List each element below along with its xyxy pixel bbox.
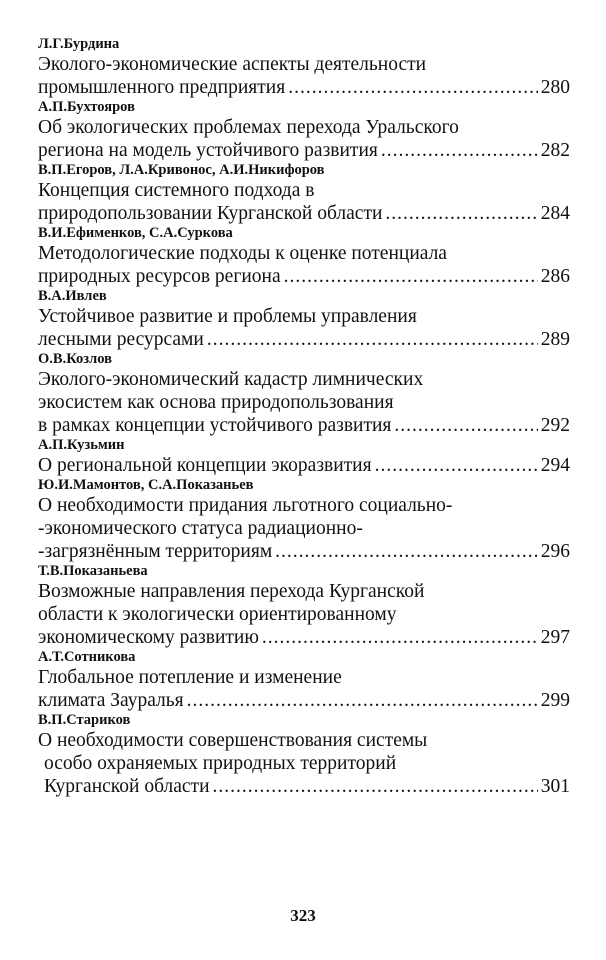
toc-entry	[38, 712, 570, 798]
entry-title-last-line	[38, 689, 570, 712]
toc-entry	[38, 563, 570, 649]
dot-leader	[207, 328, 538, 351]
entry-title-text: промышленного предприятия	[38, 77, 286, 98]
dot-leader	[275, 540, 538, 563]
entry-title-line: Возможные направления перехода Курганской	[38, 581, 425, 602]
toc-entry	[38, 36, 570, 99]
entry-title-text: Курганской области	[44, 776, 210, 797]
dot-leader	[394, 414, 537, 437]
entry-author: В.П.Стариков	[38, 712, 131, 728]
dot-leader	[213, 775, 538, 798]
entry-page-number: 292	[540, 415, 570, 436]
entry-author: В.А.Ивлев	[38, 288, 107, 304]
dot-leader	[284, 265, 538, 288]
entry-page-number: 294	[540, 455, 570, 476]
entry-title-last-line	[38, 76, 570, 99]
toc-entry	[38, 162, 570, 225]
dot-leader	[288, 76, 538, 99]
entry-title-text: экономическому развитию	[38, 627, 259, 648]
entry-author: Т.В.Показаньева	[38, 563, 148, 579]
table-of-contents	[38, 36, 570, 798]
entry-page-number: 297	[540, 627, 570, 648]
entry-title-line: Об экологических проблемах перехода Уральского	[38, 117, 459, 138]
entry-title-text: лесными ресурсами	[38, 329, 204, 350]
entry-title-line: Концепция системного подхода в	[38, 180, 315, 201]
entry-author: В.П.Егоров, Л.А.Кривонос, А.И.Никифоров	[38, 162, 325, 178]
entry-page-number: 286	[540, 266, 570, 287]
toc-entry	[38, 351, 570, 437]
entry-title-line: Устойчивое развитие и проблемы управления	[38, 306, 417, 327]
entry-title-text: в рамках концепции устойчивого развития	[38, 415, 392, 436]
page-number: 323	[290, 906, 316, 925]
dot-leader	[381, 139, 538, 162]
toc-entry	[38, 477, 570, 563]
entry-page-number: 289	[540, 329, 570, 350]
toc-entry	[38, 288, 570, 351]
entry-title-last-line	[38, 775, 570, 798]
entry-author: А.П.Бухтояров	[38, 99, 135, 115]
toc-entry	[38, 649, 570, 712]
dot-leader	[262, 626, 538, 649]
entry-author: Л.Г.Бурдина	[38, 36, 120, 52]
entry-title-line: экосистем как основа природопользования	[38, 392, 394, 413]
entry-page-number: 284	[540, 203, 570, 224]
entry-title-line: Глобальное потепление и изменение	[38, 667, 342, 688]
toc-entry	[38, 437, 570, 477]
entry-page-number: 282	[540, 140, 570, 161]
entry-title-line: -экономического статуса радиационно-	[38, 518, 363, 539]
entry-author: Ю.И.Мамонтов, С.А.Показаньев	[38, 477, 254, 493]
entry-title-line: области к экологически ориентированному	[38, 604, 397, 625]
dot-leader	[187, 689, 538, 712]
entry-title-text: региона на модель устойчивого развития	[38, 140, 378, 161]
entry-author: А.П.Кузьмин	[38, 437, 125, 453]
entry-title-last-line	[38, 540, 570, 563]
entry-title-text: природных ресурсов региона	[38, 266, 281, 287]
entry-title-last-line	[38, 454, 570, 477]
entry-title-last-line	[38, 414, 570, 437]
toc-entry	[38, 99, 570, 162]
entry-page-number: 296	[540, 541, 570, 562]
entry-page-number: 280	[540, 77, 570, 98]
entry-title-text: природопользовании Курганской области	[38, 203, 383, 224]
dot-leader	[385, 202, 537, 225]
dot-leader	[375, 454, 538, 477]
entry-author: В.И.Ефименков, С.А.Суркова	[38, 225, 233, 241]
entry-title-line: О необходимости совершенствования системы	[38, 730, 428, 751]
entry-title-last-line	[38, 139, 570, 162]
entry-title-line: Эколого-экономический кадастр лимнических	[38, 369, 424, 390]
entry-title-text: -загрязнённым территориям	[38, 541, 273, 562]
entry-title-text: О региональной концепции экоразвития	[38, 455, 372, 476]
entry-page-number: 299	[540, 690, 570, 711]
entry-title-last-line	[38, 328, 570, 351]
entry-title-line: Методологические подходы к оценке потенциала	[38, 243, 447, 264]
entry-page-number: 301	[540, 776, 570, 797]
entry-title-text: климата Зауралья	[38, 690, 184, 711]
entry-title-line: О необходимости придания льготного социально-	[38, 495, 453, 516]
toc-entry	[38, 225, 570, 288]
entry-title-line: Эколого-экономические аспекты деятельности	[38, 54, 427, 75]
entry-title-last-line	[38, 626, 570, 649]
entry-title-line: особо охраняемых природных территорий	[44, 753, 397, 774]
entry-author: А.Т.Сотникова	[38, 649, 136, 665]
entry-author: О.В.Козлов	[38, 351, 112, 367]
entry-title-last-line	[38, 265, 570, 288]
entry-title-last-line	[38, 202, 570, 225]
